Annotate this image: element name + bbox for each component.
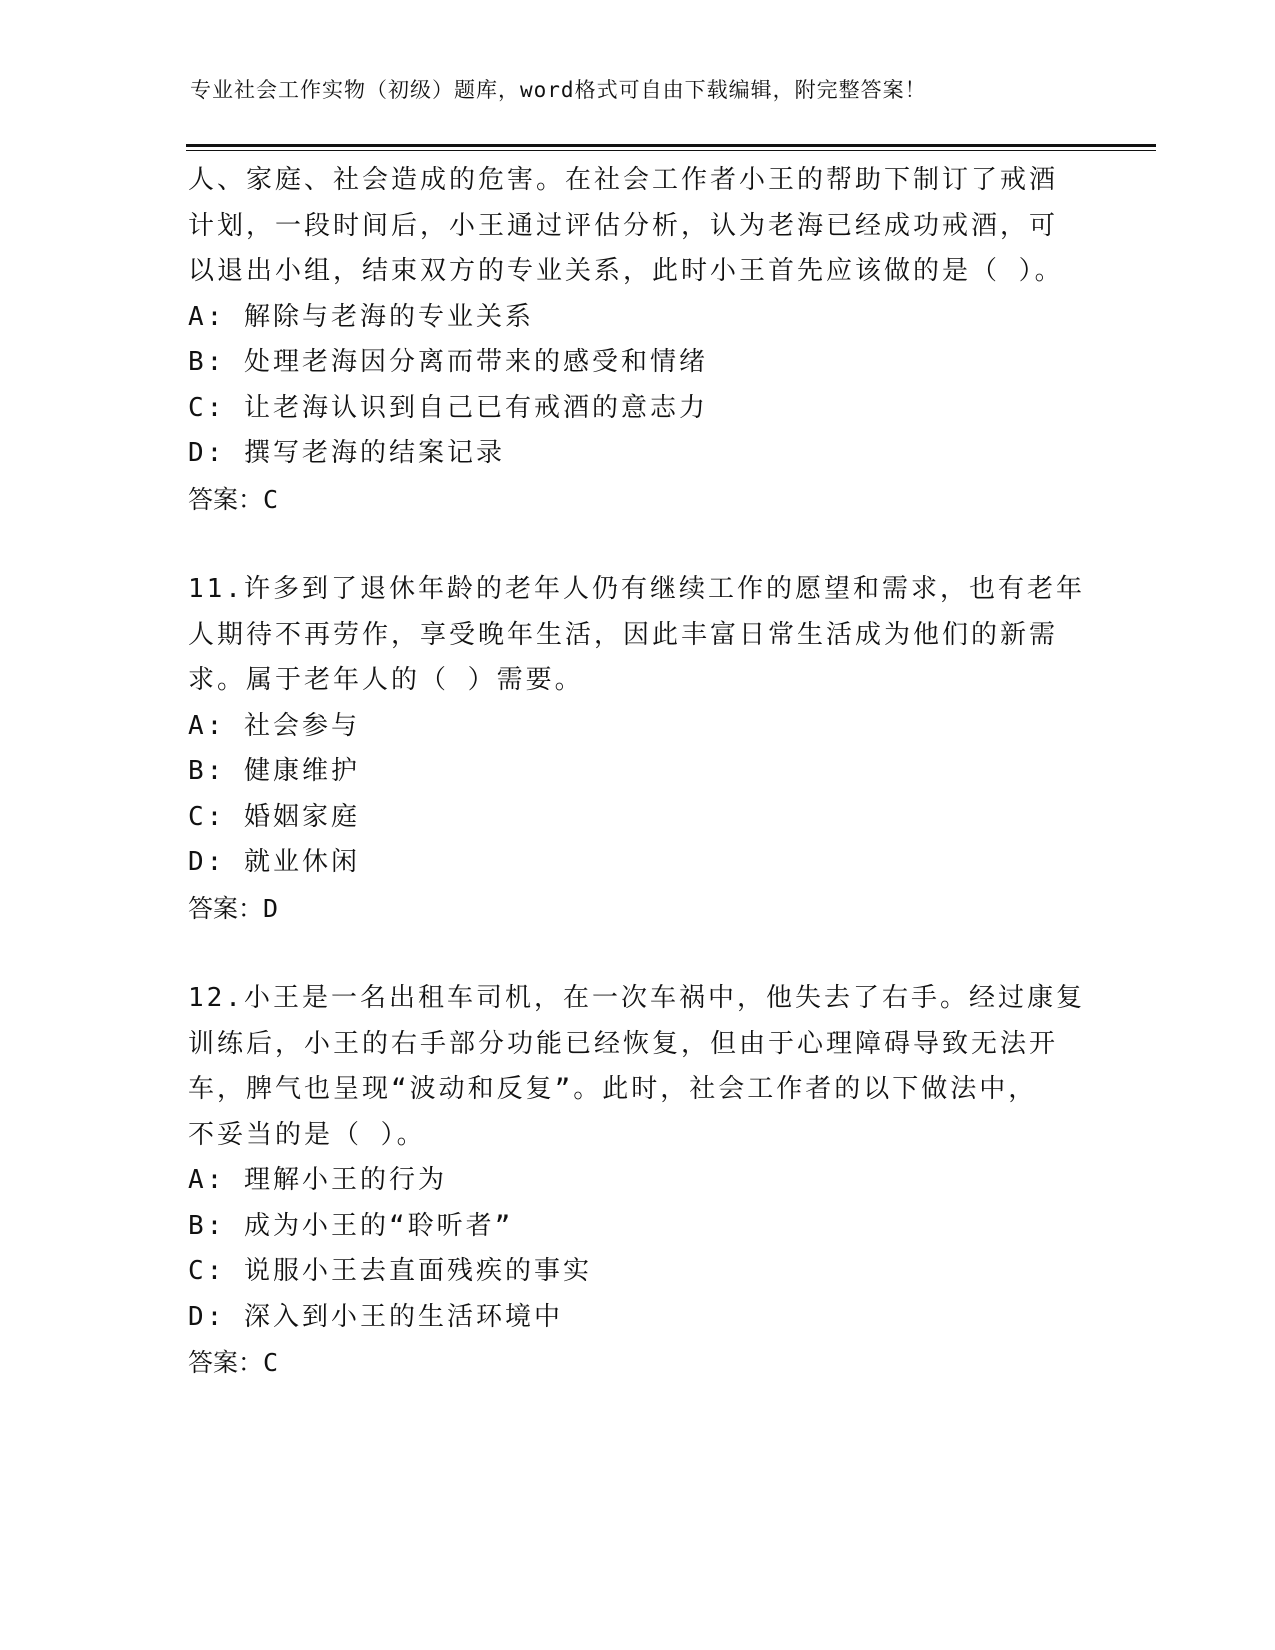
answer-label: 答案： bbox=[188, 484, 264, 514]
option-d: D: 就业休闲 bbox=[188, 847, 360, 877]
option-a: A: 解除与老海的专业关系 bbox=[188, 301, 534, 332]
answer-line bbox=[188, 477, 1088, 523]
answer-line bbox=[188, 886, 1088, 932]
question-stem-line: 不妥当的是（ ）。 bbox=[188, 1119, 426, 1150]
question-block-12 bbox=[188, 976, 1088, 1386]
option-c: C: 让老海认识到自己已有戒酒的意志力 bbox=[188, 392, 708, 423]
question-stem-line: 人期待不再劳作，享受晚年生活，因此丰富日常生活成为他们的新需 bbox=[188, 619, 1059, 650]
question-gap bbox=[188, 931, 1088, 976]
question-stem-line: 车，脾气也呈现“波动和反复”。此时，社会工作者的以下做法中， bbox=[188, 1074, 1038, 1104]
answer-label: 答案： bbox=[188, 1348, 264, 1377]
option-a: A: 社会参与 bbox=[188, 710, 360, 741]
option-d: D: 深入到小王的生活环境中 bbox=[188, 1301, 563, 1332]
question-stem-line: 11.许多到了退休年龄的老年人仍有继续工作的愿望和需求，也有老年 bbox=[188, 574, 1085, 604]
page-header: 专业社会工作实物（初级）题库，word格式可自由下载编辑，附完整答案！ bbox=[190, 78, 927, 102]
question-gap bbox=[188, 522, 1088, 567]
question-block-10 bbox=[188, 158, 1088, 522]
question-stem-line: 求。属于老年人的（ ）需要。 bbox=[188, 665, 584, 695]
option-c: C: 说服小王去直面残疾的事实 bbox=[188, 1256, 592, 1286]
question-stem-line: 计划，一段时间后，小王通过评估分析，认为老海已经成功戒酒，可 bbox=[188, 210, 1059, 241]
question-stem-line: 人、家庭、社会造成的危害。在社会工作者小王的帮助下制订了戒酒 bbox=[188, 165, 1059, 195]
header-rule-thick bbox=[186, 144, 1156, 147]
answer-value: C bbox=[263, 484, 279, 514]
question-stem-line: 训练后，小王的右手部分功能已经恢复，但由于心理障碍导致无法开 bbox=[188, 1028, 1059, 1059]
question-stem-line: 12.小王是一名出租车司机，在一次车祸中，他失去了右手。经过康复 bbox=[188, 983, 1085, 1013]
option-b: B: 成为小王的“聆听者” bbox=[188, 1210, 514, 1241]
option-b: B: 健康维护 bbox=[188, 756, 360, 786]
answer-line bbox=[188, 1340, 1088, 1386]
question-block-11 bbox=[188, 567, 1088, 931]
option-a: A: 理解小王的行为 bbox=[188, 1165, 447, 1195]
header-rule-thin bbox=[186, 150, 1156, 151]
question-list bbox=[188, 158, 1088, 1386]
question-stem-line: 以退出小组，结束双方的专业关系，此时小王首先应该做的是（ ）。 bbox=[188, 256, 1064, 286]
answer-label: 答案： bbox=[188, 893, 264, 923]
option-b: B: 处理老海因分离而带来的感受和情绪 bbox=[188, 347, 708, 377]
answer-value: C bbox=[263, 1348, 279, 1377]
answer-value: D bbox=[263, 893, 279, 923]
option-d: D: 撰写老海的结案记录 bbox=[188, 438, 505, 468]
option-c: C: 婚姻家庭 bbox=[188, 801, 360, 832]
